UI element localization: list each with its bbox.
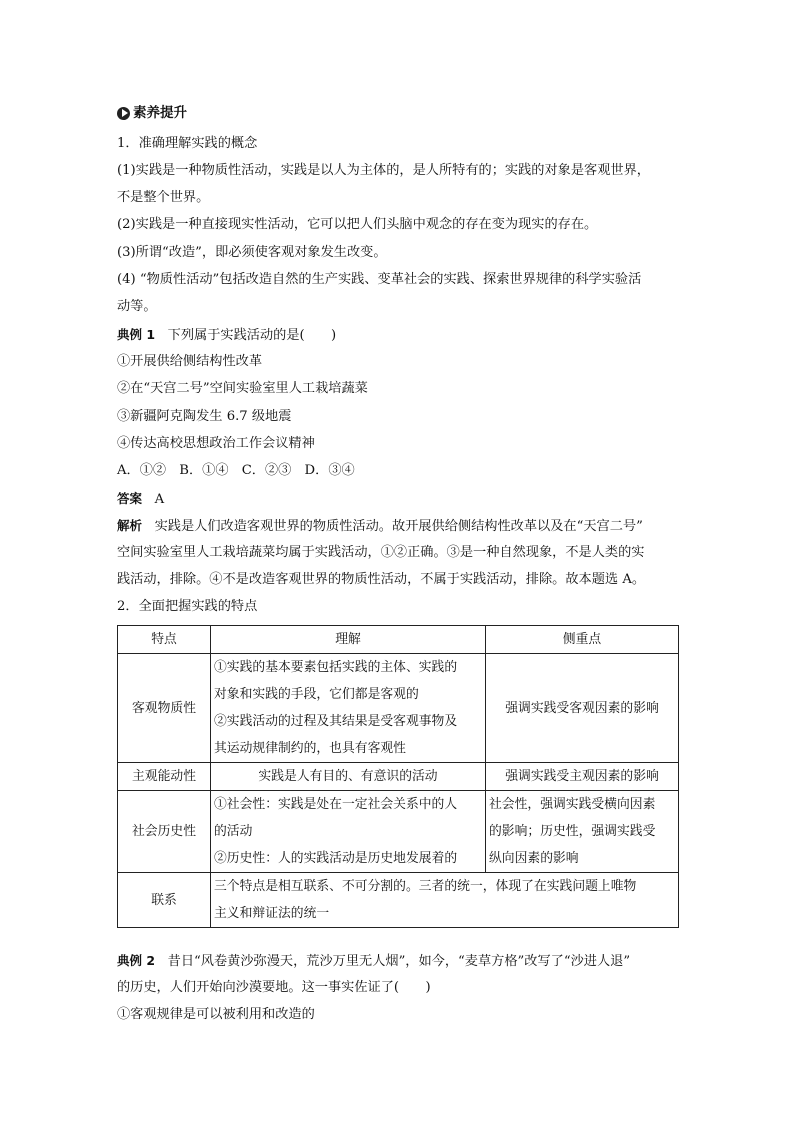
example1-option: ②在“天宫二号”空间实验室里人工栽培蔬菜 [117, 381, 368, 396]
cell-line: ②历史性：人的实践活动是历史地发展着的 [214, 851, 458, 866]
focus-cell [486, 791, 679, 873]
understanding-cell: 实践是人有目的、有意识的活动 [211, 763, 486, 791]
focus-cell: 强调实践受主观因素的影响 [486, 763, 679, 791]
example1-question-line [117, 326, 336, 345]
example2-question-line [117, 952, 630, 971]
table-row [118, 763, 679, 791]
cell-line: 纵向因素的影响 [489, 851, 579, 866]
example1-option: ③新疆阿克陶发生 6.7 级地震 [117, 409, 292, 424]
section-heading [117, 104, 187, 122]
table-header-cell: 理解 [211, 626, 486, 654]
feature-cell: 主观能动性 [118, 763, 211, 791]
cell-line: ①实践的基本要素包括实践的主体、实践的 [214, 660, 458, 675]
table-header-cell: 侧重点 [486, 626, 679, 654]
example2-option: ①客观规律是可以被利用和改造的 [117, 1007, 315, 1022]
focus-cell: 强调实践受客观因素的影响 [486, 654, 679, 763]
analysis-text: 践活动，排除。④不是改造客观世界的物质性活动，不属于实践活动，排除。故本题选 A。 [117, 572, 646, 587]
analysis-label: 解析 [117, 518, 143, 533]
cell-line: 社会性，强调实践受横向因素 [489, 797, 656, 812]
analysis-text: 实践是人们改造客观世界的物质性活动。故开展供给侧结构性改革以及在“天宫二号” [154, 519, 643, 534]
example1-option: ④传达高校思想政治工作会议精神 [117, 436, 315, 451]
example2-label: 典例 2 [117, 953, 156, 968]
table-row [118, 873, 679, 928]
table-header-cell: 特点 [118, 626, 211, 654]
understanding-cell [211, 791, 486, 873]
table-header-row [118, 626, 679, 654]
play-bullet-icon [117, 107, 130, 120]
practice-features-table [117, 625, 679, 928]
point2-heading: 2．全面把握实践的特点 [117, 599, 258, 614]
point1-line: (2)实践是一种直接现实性活动，它可以把人们头脑中观念的存在变为现实的存在。 [117, 217, 598, 232]
example1-analysis-line [117, 517, 643, 536]
understanding-cell [211, 654, 486, 763]
example2-question: 的历史，人们开始向沙漠要地。这一事实佐证了( ) [117, 980, 431, 995]
cell-line: 的活动 [214, 824, 253, 839]
table-row [118, 791, 679, 873]
cell-line: 其运动规律制约的，也具有客观性 [214, 741, 406, 756]
example1-choices: A．①② B．①④ C．②③ D．③④ [117, 463, 355, 478]
feature-cell: 联系 [118, 873, 211, 928]
section-title: 素养提升 [133, 105, 187, 121]
example1-answer-line [117, 490, 164, 509]
point1-line: (4) “物质性活动”包括改造自然的生产实践、变革社会的实践、探索世界规律的科学实验活 [117, 272, 642, 287]
example2-question: 昔日“风卷黄沙弥漫天，荒沙万里无人烟”，如今，“麦草方格”改写了“沙进人退” [167, 954, 631, 969]
point1-line: (1)实践是一种物质性活动，实践是以人为主体的，是人所特有的；实践的对象是客观世界， [117, 163, 650, 178]
example1-option: ①开展供给侧结构性改革 [117, 354, 263, 369]
feature-cell: 社会历史性 [118, 791, 211, 873]
example1-label: 典例 1 [117, 327, 156, 342]
cell-line: ①社会性：实践是处在一定社会关系中的人 [214, 797, 458, 812]
cell-line: 三个特点是相互联系、不可分割的。三者的统一，体现了在实践问题上唯物 [214, 879, 637, 894]
cell-line: ②实践活动的过程及其结果是受客观事物及 [214, 714, 458, 729]
answer-value: A [154, 492, 165, 507]
feature-cell: 客观物质性 [118, 654, 211, 763]
table-row [118, 654, 679, 763]
example1-question: 下列属于实践活动的是( ) [167, 328, 337, 343]
point1-line: 动等。 [117, 299, 157, 314]
point1-line: 不是整个世界。 [117, 190, 210, 205]
point1-line: (3)所谓“改造”，即必须使客观对象发生改变。 [117, 245, 387, 260]
cell-line: 对象和实践的手段，它们都是客观的 [214, 687, 419, 702]
cell-line: 主义和辩证法的统一 [214, 906, 330, 921]
link-text-cell [211, 873, 679, 928]
point1-heading: 1．准确理解实践的概念 [117, 136, 258, 151]
cell-line: 的影响；历史性，强调实践受 [489, 824, 656, 839]
answer-label: 答案 [117, 491, 143, 506]
analysis-text: 空间实验室里人工栽培蔬菜均属于实践活动，①②正确。③是一种自然现象，不是人类的实 [117, 545, 645, 560]
